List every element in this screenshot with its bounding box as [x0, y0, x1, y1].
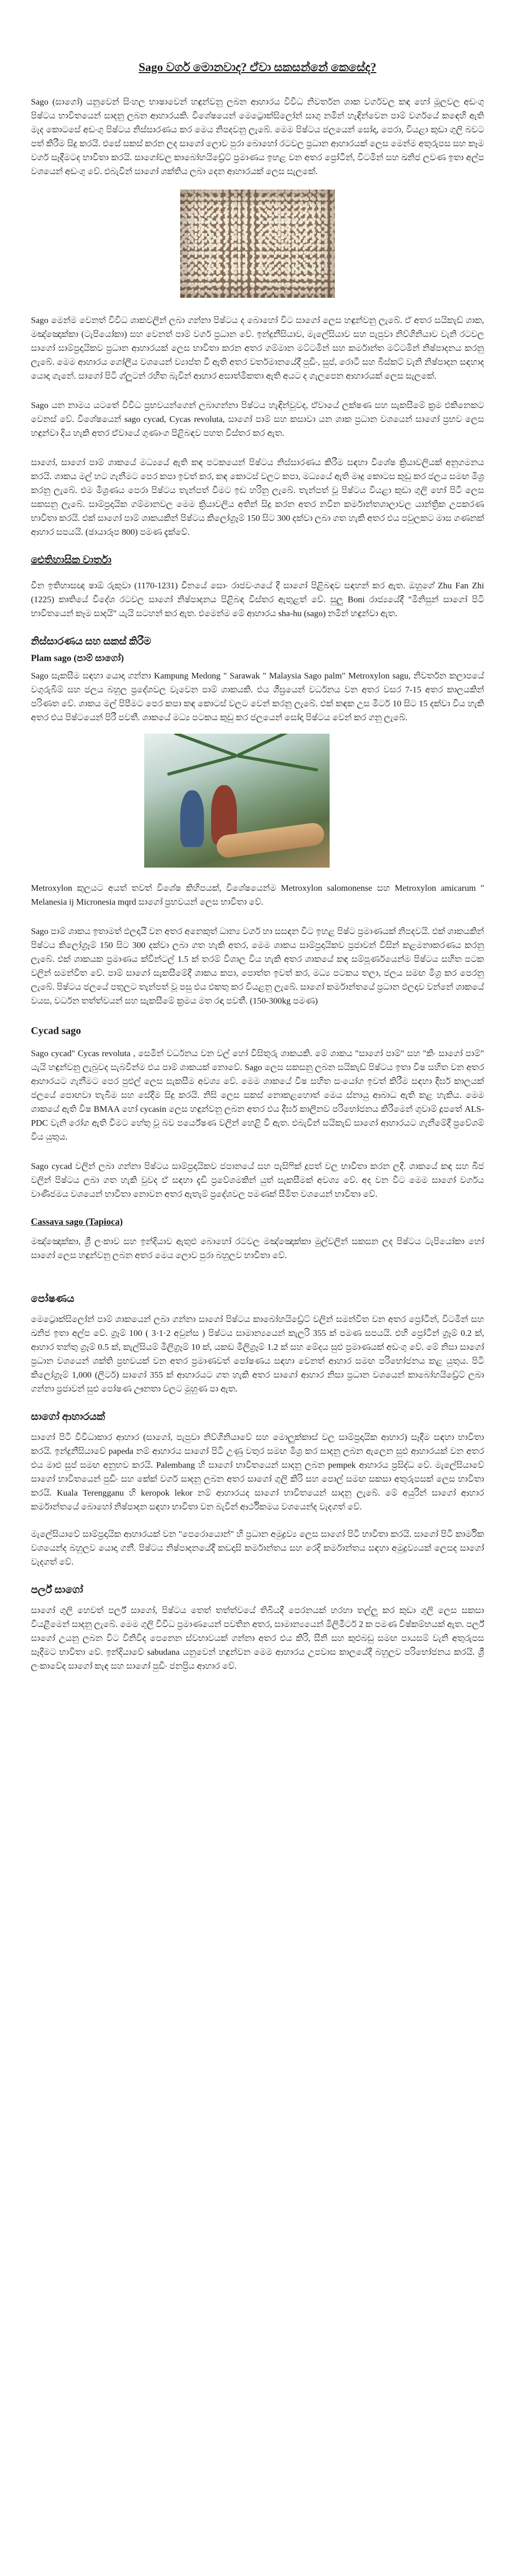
pearl-sago-heading: පර්ල් සාගෝ: [31, 1584, 83, 1596]
sago-food-paragraph-1: සාගෝ පිටි විවිධාකාර ආහාර (සාගෝ, පැපුවා නිව්ගිනියාවේ සහ මොලුක්කාස් වල සාම්ප්‍රදායික ආහාර) සෑදීම සඳහා භාවිතා කරයි. ඉන්දුනීසියාවේ papeda නම් ආහාරය සාගෝ පිටි උණු වතුර සමඟ මිශ්‍ර කර සාදනු ලබන ඇලෙන සුළු ආහාරයක් වන අතර එය මාළු සුප් සමඟ අනුභව කරයි. Palembang හි සාගෝ භාවිතයෙන් සාදනු ලබන pempek ආහාරය ප්‍රසිද්ධ වේ. මැලේසියාවේ සාගෝ භාවිතයෙන් පුඩිං සහ කේක් වර්ග සාදනු ලබන අතර සාගෝ ගුලි කිරි සහ පොල් සමඟ සකසා අතුරුපසක් ලෙස භාවිතා කරයි. Kuala Terengganu හි keropok lekor නම් ආහාරයද සාගෝ භාවිතයෙන් සාදනු ලැබේ. මේ අයුරින් සාගෝ ආහාර කර්මාන්තයේ බොහෝ නිෂ්පාදන සඳහා භාවිතා වන බැවින් ආර්ථිකමය වශයෙන්ද වැදගත් වේ.: [31, 1432, 484, 1512]
pearl-sago-paragraph: සාගෝ ගුලි හෙවත් පර්ල් සාගෝ, පිෂ්ටය තෙත් තත්ත්වයේ තිබියදී පෙරනයක් හරහා තල්ලු කර කුඩා ගුලි ලෙස සකසා වියළීමෙන් සාදනු ලැබේ. මෙම ගුලි විවිධ ප්‍රමාණයෙන් පවතින අතර, සාමාන්‍යයෙන් මිලිමීටර් 2 ක පමණ විෂ්කම්භයක් ඇත. පර්ල් සාගෝ උයනු ලබන විට විනිවිද පෙනෙන ස්වභාවයක් ගන්නා අතර එය කිරි, සීනි සහ කුළුබඩු සමඟ පායසම් වැනි අතුරුපස සෑදීමට භාවිතා වේ. ඉන්දියාවේ sabudana යනුවෙන් හඳුන්වන මෙම ආහාරය උපවාස කාලයේදී බහුලව පරිභෝජනය කරයි. ශ්‍රී ලංකාවේද සාගෝ කැඳ සහ සාගෝ පුඩිං ජනප්‍රිය ආහාර වේ.: [31, 1605, 484, 1671]
intro-paragraph-3: Sago යන නාමය යටතේ විවිධ ප්‍රභවයන්ගෙන් ලබාගන්නා පිෂ්ටය හැඳින්වුවද, ඒවායේ ලක්ෂණ සහ සැකසීමේ ක්‍රම එකිනෙකට වෙනස් වේ. විශේෂයෙන් sago cycad, Cycas revoluta, සාගෝ පාම් සහ කසාවා යන ශාක ප්‍රධාන වශයෙන් සාගෝ ප්‍රභව ලෙස හඳුන්වා දිය හැකි අතර ඒවායේ ගුණාංග පිළිබඳව පහත විස්තර කර ඇත.: [31, 400, 484, 438]
intro-paragraph-2: Sago මෙන්ම වෙනත් විවිධ ශාකවලින් ලබා ගන්නා පිෂ්ටය ද බොහෝ විට සාගෝ ලෙස හඳුන්වනු ලැබේ. ඒ අතර සයිකැඩ් ශාක, මඤ්ඤොක්කා (ටැපියෝකා) සහ වෙනත් පාම් වර්ග ප්‍රධාන වේ. ඉන්දුනීසියාව, මැලේසියාව සහ පැපුවා නිව්ගිනියාව වැනි රටවල සාගෝ සාම්ප්‍රදායිකව ප්‍රධාන ආහාරයක් ලෙස භාවිතා කරන අතර ගම්මාන මට්ටමින් සහ කර්මාන්ත මට්ටමින් නිෂ්පාදනය කරනු ලැබේ. මෙම ආහාරය ගෝලීය වශයෙන් ව්‍යාප්ත වී ඇති අතර වර්තමානයේදී පුඩිං, සුප්, රොටි සහ බිස්කට් වැනි නිෂ්පාදන සඳහාද යොදා ගැනේ. සාගෝ පිටි ග්ලූටන් රහිත බැවින් ආහාර අසාත්මිකතා ඇති අයට ද ගැලපෙන ආහාරයක් ලෙස සැලකේ.: [31, 315, 484, 381]
intro-paragraph-4: සාගෝ, සාගෝ පාම් ශාකයේ මධ්‍යයේ ඇති කඳ පටකයෙන් පිෂ්ටය නිස්සාරණය කිරීම සඳහා විශේෂ ක්‍රියාවලියක් අනුගමනය කරයි. ශාකය මල් හට ගැනීමට පෙර කපා ඉවත් කර, කඳ කොටස් වලට කපා, මධ්‍යයේ ඇති මෘදු කොටස කුඩු කර ජලය සමඟ මිශ්‍ර කරනු ලැබේ. එම මිශ්‍රණය පෙරා පිෂ්ටය තැන්පත් වීමට ඉඩ හරිනු ලැබේ. තැන්පත් වූ පිෂ්ටය වියළා කුඩා ගුලි හෝ පිටි ලෙස සකසනු ලැබේ. සාම්ප්‍රදායික ගම්මානවල මෙම ක්‍රියාවලිය අතින් සිදු කරන අතර නවීන කර්මාන්තශාලාවල යාන්ත්‍රික උපකරණ භාවිතා කරයි. එක් සාගෝ පාම් ශාකයකින් පිෂ්ටය කිලෝග්‍රෑම් 150 සිට 300 දක්වා ලබා ගත හැකි අතර එය පවුලකට මාස ගණනක් ආහාර සපයයි. (ඡායාරූප 800) පමණ දැක්වේ.: [31, 457, 484, 537]
cycad-sago-heading: Cycad sago: [31, 1025, 81, 1037]
palm-sago-heading: Plam sago (පාම් සාගෝ): [31, 653, 124, 663]
sago-pearls-image: [180, 190, 335, 298]
cassava-sago-paragraph: මඤ්ඤොක්කා, ශ්‍රී ලංකාව සහ ඉන්දියාව ඇතුළු බොහෝ රටවල මඤ්ඤොක්කා මුල්වලින් සකසන ලද පිෂ්ටය ටැපියෝකා හෝ සාගෝ ලෙස හඳුන්වනු ලබන අතර මෙය ලොව පුරා බහුලව භාවිතා වේ.: [31, 1236, 484, 1260]
cycad-sago-paragraph-1: Sago cycad" Cycas revoluta , සෙමින් වර්ධනය වන වල් හෝ විසිතුරු ශාකයකි. මේ ශාකය "සාගෝ පාම්" සහ "කිං සාගෝ පාම්" යැයි හඳුන්වනු ලැබුවද සැබවින්ම එය පාම් ශාකයක් නොවේ. Sago ලෙස සකසනු ලබන සයිකැඩ් පිෂ්ටය ඉතා විෂ සහිත වන අතර ආහාරයට ගැනීමට පෙර පුළුල් ලෙස සැකසීම අවශ්‍ය වේ. මෙම ශාකයේ විෂ සහිත සංයෝග ඉවත් කිරීම සඳහා දීර්ඝ කාලයක් ජලයේ පොඟවා තැබීම සහ සේදීම සිදු කරයි. නිසි ලෙස සකස් නොකළහොත් මෙය ස්නායු ආබාධ ඇති කළ හැකිය. මෙම ශාකයේ ඇති විෂ BMAA හෝ cycasin ලෙස හඳුන්වනු ලබන අතර එය දීර්ඝ කාලීනව පරිභෝජනය කිරීමෙන් ගුවාම් දූපතේ ALS-PDC වැනි රෝග ඇති වීමට හේතු වූ බව පර්යේෂණ වලින් හෙළි වී ඇත. එබැවින් සයිකැඩ් සාගෝ ආහාරයට ගැනීමේදී ප්‍රවේශම් විය යුතුය.: [31, 1048, 484, 1142]
intro-paragraph-1: Sago (සාගෝ) යනුවෙන් සිංහල භාෂාවෙන් හඳුන්වනු ලබන ආහාරය විවිධ නිවර්තන ශාක වර්ගවල කඳ හෝ මූලවල අඩංගු පිෂ්ටය භාවිතයෙන් සාදනු ලබන ආහාරයකි. විශේෂයෙන් මෙට්‍රොක්සිලෝන් සාගු නමින් හැඳින්වෙන පාම් වර්ගයේ කඳෙහි ඇති මැද කොටසේ අඩංගු පිෂ්ටය නිස්සාරණය කර මෙය නිපදවනු ලැබේ. මෙම පිෂ්ටය ජලයෙන් සෝදා, පෙරා, වියළා කුඩා ගුලි බවට පත් කිරීම සිදු කරයි. එසේ සකස් කරන ලද සාගෝ ලොව පුරා බොහෝ රටවල ප්‍රධාන ආහාරයක් ලෙස මෙන්ම අතුරුපස සහ කෑම වර්ග සෑදීමටද භාවිතා කරයි. සාගෝවල කාබෝහයිඩ්‍රේට් ප්‍රමාණය ඉහළ වන අතර ප්‍රෝටීන්, විටමින් සහ ඛනිජ ලවණ ඉතා අල්ප වශයෙන් අඩංගු වේ. එබැවින් සාගෝ ශක්තිය ලබා දෙන ආහාරයක් ලෙස සැලකේ.: [31, 97, 484, 176]
history-heading: ඓතිහාසික වාර්තා: [31, 554, 112, 566]
page-title: Sago වර්ග මොනවාද? ඒවා සකසන්නේ කෙසේද?: [139, 61, 376, 74]
palm-sago-paragraph-1: Sago සැකසීම සඳහා යොදා ගන්නා Kampung Medong " Sarawak " Malaysia Sago palm" Metroxylon sagu, නිවර්තන කලාපයේ වගුරුබිම් සහ ජලය බහුල ප්‍රදේශවල වැවෙන පාම් ශාකයකි. එය ශීඝ්‍රයෙන් වර්ධනය වන අතර වසර 7-15 අතර කාලයකින් පරිණත වේ. ශාකය මල් පිපීමට පෙර කපා කඳ කොටස් වලට වෙන් කරනු ලැබේ. එක් කඳක උස මීටර් 10 සිට 15 දක්වා විය හැකි අතර එය පිෂ්ටයෙන් පිරී පවතී. ශාකයේ මධ්‍ය පටකය කුඩු කර ජලයෙන් සෝදා පිෂ්ටය වෙන් කර ගනු ලැබේ.: [31, 671, 484, 722]
nutrition-paragraph: මෙට්‍රොක්සිලෝන් පාම් ශාකයෙන් ලබා ගන්නා සාගෝ පිෂ්ටය කාබෝහයිඩ්‍රේට් වලින් සමන්විත වන අතර ප්‍රෝටීන්, විටමින් සහ ඛනිජ ඉතා අල්ප වේ. ග්‍රෑම් 100 ( 3·1·2 අවුන්ස ) පිෂ්ටය සාමාන්‍යයෙන් කැලරි 355 ක් පමණ සපයයි. එහි ප්‍රෝටීන් ග්‍රෑම් 0.2 ක්, ආහාර තන්තු ග්‍රෑම් 0.5 ක්, කැල්සියම් මිලිග්‍රෑම් 10 ක්, යකඩ මිලිග්‍රෑම් 1.2 ක් සහ මේදය සුළු ප්‍රමාණයක් අඩංගු වේ. මේ නිසා සාගෝ ප්‍රධාන වශයෙන් ශක්ති ප්‍රභවයක් වන අතර ප්‍රමාණවත් පෝෂණය සඳහා වෙනත් ආහාර සමඟ පරිභෝජනය කළ යුතුය. පිටි කිලෝග්‍රෑම් 1,000 (ලීටර්) සාගෝ 355 ක් ආහාරයට ගත හැකි අතර සාගෝ ආහාර නිසා ප්‍රධාන වශයෙන් කාබෝහයිඩ්‍රේට් ලබා ගන්නා ප්‍රජාවන් සුළු පෝෂණ ඌනතා වලට මුහුණ පා ඇත.: [31, 1314, 484, 1394]
sago-food-paragraph-2: මැලේසියාවේ සාම්ප්‍රදායික ආහාරයක් වන "පෙරොයොන්" හි ප්‍රධාන අමුද්‍රව්‍ය ලෙස සාගෝ පිටි භාවිතා කරයි. සාගෝ පිටි කාර්මික වශයෙන්ද බහුලව යොදා ගනී. පිෂ්ටය නිෂ්පාදනයේදී කඩදාසි කර්මාන්තය සහ රෙදි කර්මාන්තය සඳහා අමුද්‍රව්‍යයක් ලෙසද සාගෝ වැදගත් වේ.: [31, 1529, 484, 1567]
article: [31, 0, 484, 1673]
palm-sago-paragraph-2: Metroxylon කුලයට අයත් තවත් විශේෂ කිහිපයක්, විශේෂයෙන්ම Metroxylon salomonense සහ Metroxylon amicarum " Melanesia ij Micronesia mqrd සාගෝ ප්‍රභවයන් ලෙස භාවිතා වේ.: [31, 883, 484, 907]
extraction-heading: නිස්සාරණය සහ සකස් කිරීම: [31, 636, 151, 647]
history-paragraph: චීන ඉතිහාසඥ ෂාඕ රුකුවා (1170-1231) චීනයේ සොං රාජවංශයේ දී සාගෝ පිළිබඳව සඳහන් කර ඇත. ඔහුගේ Zhu Fan Zhi (1225) කෘතියේ විදේශ රටවල සාගෝ නිෂ්පාදනය පිළිබඳ විස්තර ඇතුළත් වේ. සුලු Boni රාජ්‍යයේදී "මිනිසුන් සාගෝ පිටි භාවිතයෙන් කෑම සාදයි" යැයි සටහන් කර ඇත. එමෙන්ම මේ ආහාරය sha-hu (sago) නමින් හඳුන්වා ඇත.: [31, 581, 484, 618]
cassava-sago-heading: Cassava sago (Tapioca): [31, 1216, 123, 1227]
palm-sago-paragraph-3: Sago පාම් ශාකය ඉතාමත් ඵලදායී වන අතර අනෙකුත් ධාන්‍ය වර්ග හා සසඳන විට ඉහළ පිෂ්ට ප්‍රමාණයක් නිපදවයි. එක් ශාකයකින් පිෂ්ටය කිලෝග්‍රෑම් 150 සිට 300 දක්වා ලබා ගත හැකි අතර, මෙම ශාකය සාම්ප්‍රදායිකව ප්‍රජාවන් විසින් කළමනාකරණය කරනු ලැබේ. එක් ශාකයක ප්‍රමාණය ක්වින්ටල් 1.5 ක් තරම් විශාල විය හැකි අතර ශාකයේ කඳ සම්පූර්ණයෙන්ම පිෂ්ටය සහිත පටක වලින් සමන්විත වේ. පාම් සාගෝ සැකසීමේදී ශාකය කපා, පොත්ත ඉවත් කර, මධ්‍ය පටකය තලා, ජලය සමඟ මිශ්‍ර කර පෙරනු ලැබේ. පිෂ්ටය ජලයේ පතුලට තැන්පත් වූ පසු එය එකතු කර වියළනු ලැබේ. සාගෝ කර්මාන්තයේ ප්‍රධාන ඵලදාව වන්නේ ශාකයේ වයස, වර්ධන තත්ත්වයන් සහ සැකසීමේ ක්‍රමය මත රඳා පවතී. (150-300kg පමණ): [31, 926, 484, 1006]
nutrition-heading: පෝෂණය: [31, 1293, 75, 1304]
cycad-sago-paragraph-2: Sago cycad වලින් ලබා ගන්නා පිෂ්ටය සාම්ප්‍රදායිකව ජපානයේ සහ පැසිෆික් දූපත් වල භාවිතා කරන ලදී. ශාකයේ කඳ සහ බීජ වලින් පිෂ්ටය ලබා ගත හැකි වුවද ඒ සඳහා දැඩි ප්‍රවේශමකින් යුත් සැකසීමක් අවශ්‍ය වේ. අද වන විට මෙම සාගෝ වර්ගය වාණිජමය වශයෙන් භාවිතා නොවන අතර ඇතැම් ප්‍රදේශවල පමණක් සීමිත වශයෙන් භාවිතා වේ.: [31, 1161, 484, 1199]
palm-processing-image: [144, 734, 330, 868]
sago-food-heading: සාගෝ ආහාරයක්: [31, 1411, 105, 1422]
